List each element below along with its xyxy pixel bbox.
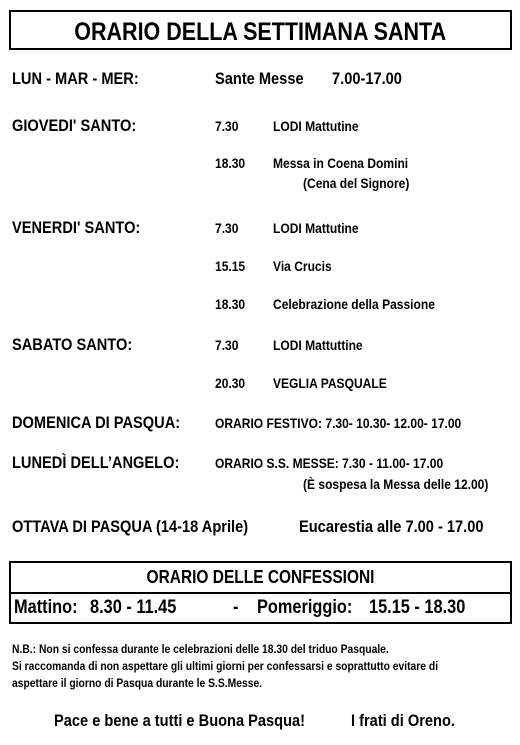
giovedi-desc-1: LODI Mattutine [273,118,359,134]
confessions-divider [11,592,510,594]
venerdi-time-3: 18.30 [215,296,246,312]
confessions-afternoon-time: 15.15 - 18.30 [369,597,466,618]
lunedi-text: ORARIO S.S. MESSE: 7.30 - 11.00- 17.00 [215,455,444,471]
confessions-separator: - [233,597,239,618]
note-line-2: Si raccomanda di non aspettare gli ultimi giorni per confessarsi e soprattutto evitare di [12,659,439,673]
venerdi-desc-3: Celebrazione della Passione [273,296,435,312]
confessions-box [9,561,512,624]
note-line-1: N.B.: Non si confessa durante le celebrazioni delle 18.30 del triduo Pasquale. [12,642,389,656]
venerdi-desc-2: Via Crucis [273,258,332,274]
sabato-label: SABATO SANTO: [12,335,133,354]
domenica-label: DOMENICA DI PASQUA: [12,413,181,432]
footer-signature: I frati di Oreno. [351,711,455,730]
lunedi-note: (È sospesa la Messa delle 12.00) [303,476,489,492]
page-title: ORARIO DELLA SETTIMANA SANTA [74,18,447,46]
giovedi-time-1: 7.30 [215,118,239,134]
giovedi-time-2: 18.30 [215,155,246,171]
confessions-morning-time: 8.30 - 11.45 [90,597,177,618]
lunedi-label: LUNEDÌ DELL’ANGELO: [12,453,180,472]
footer-greeting: Pace e bene a tutti e Buona Pasqua! [54,711,306,730]
confessions-afternoon-label: Pomeriggio: [257,597,353,618]
giovedi-desc-2-sub: (Cena del Signore) [303,175,410,191]
confessions-title: ORARIO DELLE CONFESSIONI [146,567,375,587]
venerdi-label: VENERDI' SANTO: [12,218,141,237]
lun-mar-mer-text: Sante Messe [215,69,304,88]
lun-mar-mer-time: 7.00-17.00 [332,69,402,88]
giovedi-label: GIOVEDI' SANTO: [12,116,137,135]
title-box [9,10,512,50]
giovedi-desc-2: Messa in Coena Domini [273,155,409,171]
sabato-desc-2: VEGLIA PASQUALE [273,375,387,391]
confessions-morning-label: Mattino: [14,597,78,618]
ottava-label: OTTAVA DI PASQUA (14-18 Aprile) [12,517,249,536]
domenica-text: ORARIO FESTIVO: 7.30- 10.30- 12.00- 17.00 [215,415,462,431]
venerdi-time-1: 7.30 [215,220,239,236]
sabato-time-2: 20.30 [215,375,246,391]
sabato-time-1: 7.30 [215,337,239,353]
lun-mar-mer-label: LUN - MAR - MER: [12,69,139,88]
venerdi-desc-1: LODI Mattutine [273,220,359,236]
sabato-desc-1: LODI Mattuttine [273,337,363,353]
note-line-3: aspettare il giorno di Pasqua durante le S.S.Messe. [12,676,263,690]
ottava-text: Eucarestia alle 7.00 - 17.00 [299,517,484,536]
venerdi-time-2: 15.15 [215,258,246,274]
